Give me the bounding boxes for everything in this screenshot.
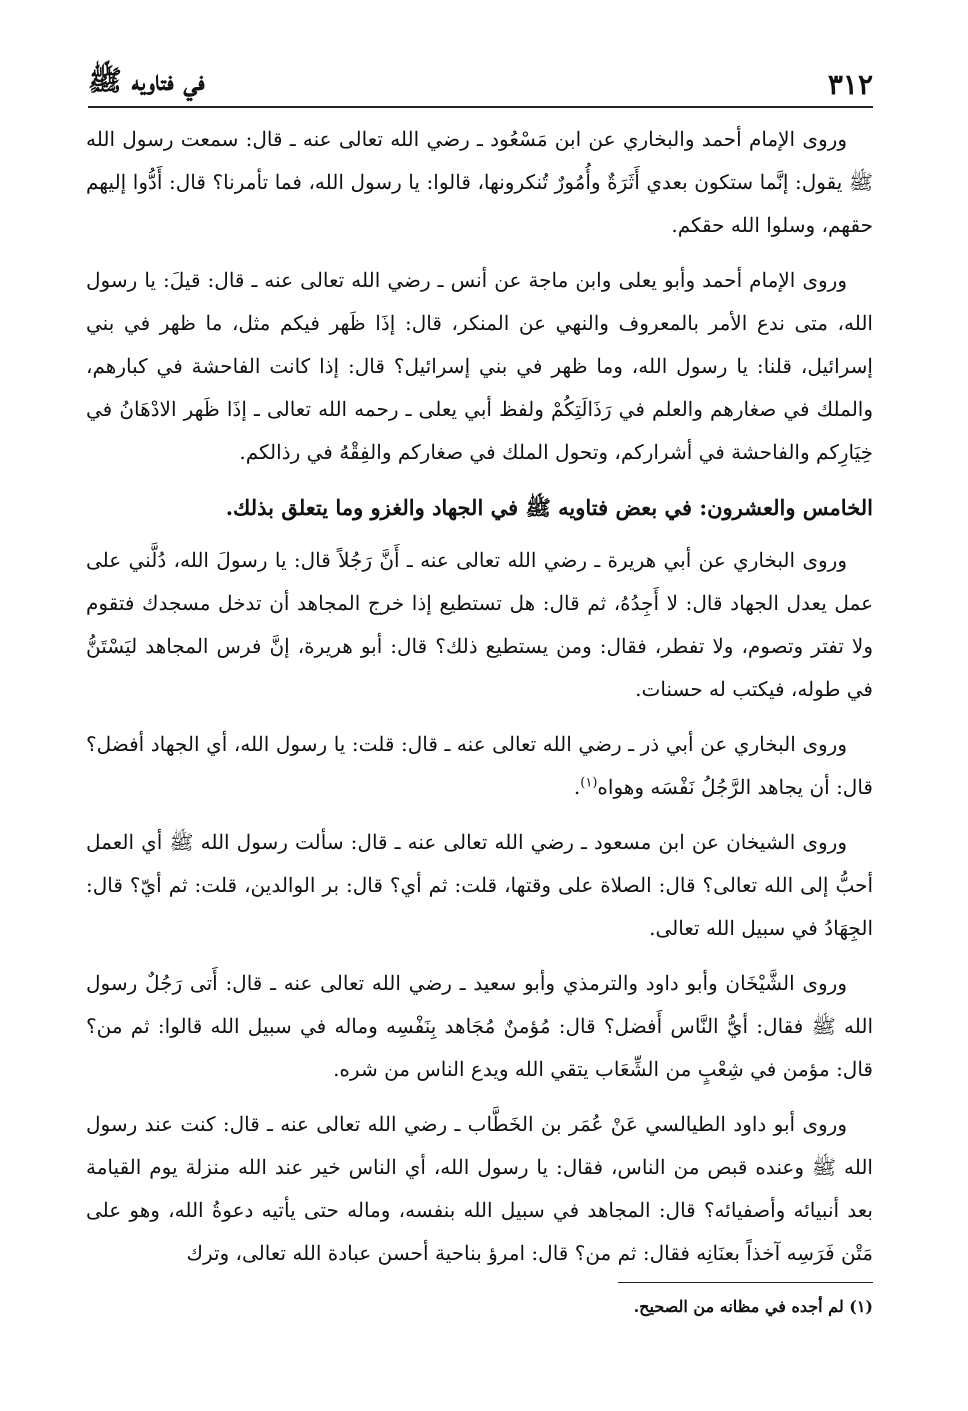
page-number: ٣١٢ bbox=[827, 67, 873, 101]
paragraph-abu-dharr-end: . bbox=[573, 775, 581, 799]
footnote-divider bbox=[618, 1282, 873, 1283]
paragraph-abu-hurairah: وروى البخاري عن أبي هريرة ـ رضي الله تعالى عنه ـ أَنَّ رَجُلاً قال: يا رسولَ الله، دُلَّني على عمل يعدل الجهاد قال: لا أَجِدُهُ، ثم قال: هل تستطيع إذا خرج المجاهد أن تدخل مسجدك فتقوم ولا تفتر وتصوم، ولا تفطر، فقال: ومن يستطيع ذلك؟ قال: أبو هريرة، إنَّ فرس المجاهد ليَسْتَنُّ في طوله، فيكتب له حسنات. bbox=[86, 548, 873, 701]
footnote-reference: (١) bbox=[580, 775, 598, 791]
section-heading: الخامس والعشرون: في بعض فتاويه ﷺ في الجهاد والغزو وما يتعلق بذلك. bbox=[225, 495, 873, 520]
paragraph-umar: وروى أبو داود الطيالسي عَنْ عُمَر بن الخَطَّاب ـ رضي الله تعالى عنه ـ قال: كنت عند رسول الله ﷺ وعنده قبص من الناس، فقال: يا رسول الله، أي الناس خير عند الله منزلة يوم القيامة بعد أنبيائه وأصفيائه؟ قال: المجاهد في سبيل الله بنفسه، وماله حتى يأتيه دعوةُ الله، وهو على مَتْن فَرَسِه آخذاً بعنَانِه فقال: ثم من؟ قال: امرؤ بناحية أحسن عبادة الله تعالى، وترك bbox=[86, 1112, 873, 1265]
page-header bbox=[88, 62, 873, 108]
footnote: (١) لم أجده في مظانه من الصحيح. bbox=[633, 1297, 873, 1316]
paragraph-anas: وروى الإمام أحمد وأبو يعلى وابن ماجة عن أنس ـ رضي الله تعالى عنه ـ قال: قيلَ: يا رسول الله، متى ندع الأمر بالمعروف والنهي عن المنكر، قال: إذَا ظَهر فيكم مثل، ما ظهر في بني إسرائيل، قلنا: يا رسول الله، وما ظهر في بني إسرائيل؟ قال: إذا كانت الفاحشة في كبارهم، والملك في صغارهم والعلم في رَذَالَتِكُمْ ولفظ أبي يعلى ـ رحمه الله تعالى ـ إذَا ظَهر الادْهَانُ في خِيَارِكم والفاحشة في أشراركم، وتحول الملك في صغاركم والفِقْهُ في رذالكم. bbox=[86, 268, 873, 464]
paragraph-abu-said: وروى الشَّيْخَان وأبو داود والترمذي وأبو سعيد ـ رضي الله تعالى عنه ـ قال: أَتى رَجُلٌ رسول الله ﷺ فقال: أيُّ النَّاس أَفضل؟ قال: مُؤمنٌ مُجَاهد بِنَفْسِه وماله في سبيل الله قالوا: ثم من؟ قال: مؤمن في شِعْبٍ من الشِّعَاب يتقي الله ويدع الناس من شره. bbox=[86, 971, 873, 1081]
paragraph-ibn-masud: وروى الشيخان عن ابن مسعود ـ رضي الله تعالى عنه ـ قال: سألت رسول الله ﷺ أي العمل أحبُّ إلى الله تعالى؟ قال: الصلاة على وقتها، قلت: ثم أي؟ قال: بر الوالدين، قلت: ثم أيّ؟ قال: الجِهَادُ في سبيل الله تعالى. bbox=[86, 830, 873, 940]
running-title: في فتاويه ﷺ bbox=[88, 64, 205, 97]
paragraph-abu-dharr bbox=[86, 723, 873, 809]
paragraph-ahmad-bukhari: وروى الإمام أحمد والبخاري عن ابن مَسْعُود ـ رضي الله تعالى عنه ـ قال: سمعت رسول الله ﷺ يقول: إنَّما ستكون بعدي أَثَرَةٌ وأُمُورٌ تُنكرونها، قالوا: يا رسول الله، فما تأمرنا؟ قال: أَدُّوا إليهم حقهم، وسلوا الله حقكم. bbox=[86, 127, 873, 237]
paragraph-abu-dharr-text: وروى البخاري عن أبي ذر ـ رضي الله تعالى عنه ـ قال: قلت: يا رسول الله، أي الجهاد أفضل؟ قال: أن يجاهد الرَّجُلُ نَفْسَه وهواه bbox=[86, 732, 873, 799]
page-body bbox=[86, 118, 873, 1287]
